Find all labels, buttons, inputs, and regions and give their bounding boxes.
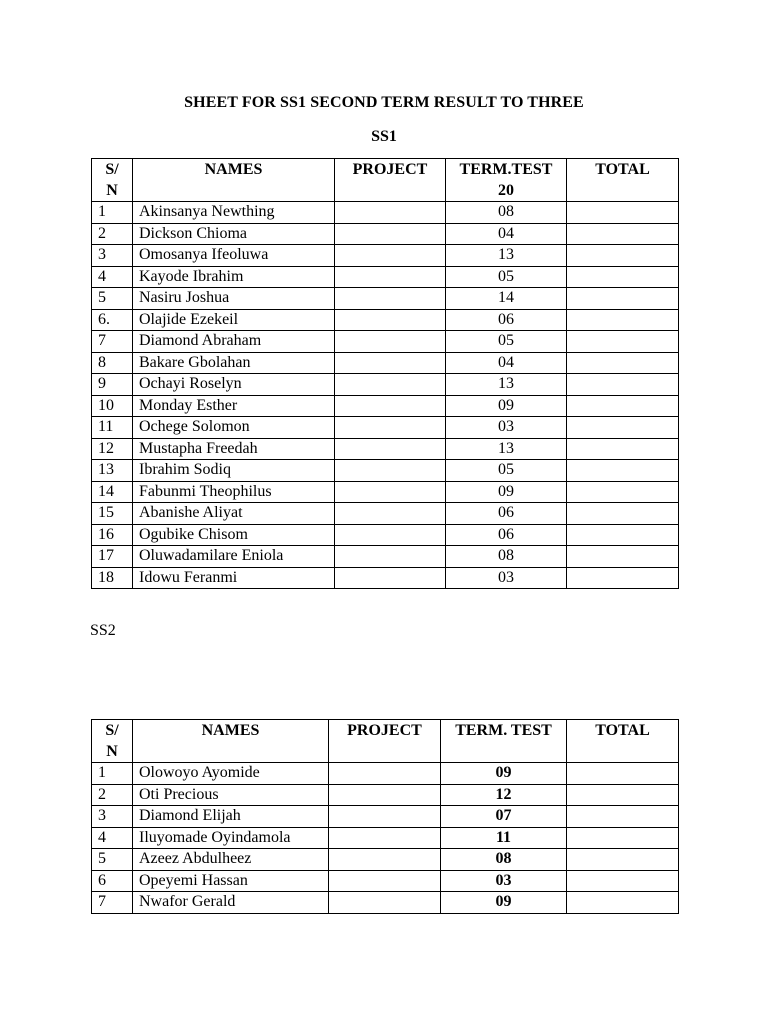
term-test-score-cell: 08 — [446, 546, 567, 568]
total-score-cell — [567, 892, 679, 914]
term-test-score-cell: 07 — [441, 806, 567, 828]
names-header: NAMES — [133, 720, 329, 763]
class-label-ss2: SS2 — [90, 622, 116, 639]
project-score-cell — [335, 309, 446, 331]
table-row — [92, 546, 679, 568]
total-score-cell — [567, 438, 679, 460]
project-score-cell — [335, 223, 446, 245]
project-score-cell — [335, 266, 446, 288]
total-score-cell — [567, 827, 679, 849]
serial-number-cell: 8 — [92, 352, 133, 374]
project-header: PROJECT — [329, 720, 441, 763]
total-score-cell — [567, 481, 679, 503]
serial-number-cell: 7 — [92, 892, 133, 914]
table-row — [92, 374, 679, 396]
names-header: NAMES — [133, 159, 335, 202]
table-row — [92, 223, 679, 245]
student-name-cell: Diamond Elijah — [133, 806, 329, 828]
results-table-ss2 — [91, 719, 679, 914]
serial-number-cell: 3 — [92, 806, 133, 828]
serial-number-cell: 9 — [92, 374, 133, 396]
term-test-header — [446, 159, 567, 202]
table-row — [92, 245, 679, 267]
student-name-cell: Omosanya Ifeoluwa — [133, 245, 335, 267]
project-score-cell — [329, 806, 441, 828]
project-score-cell — [335, 524, 446, 546]
serial-number-cell: 10 — [92, 395, 133, 417]
project-score-cell — [335, 245, 446, 267]
project-score-cell — [335, 288, 446, 310]
sn-header-line2: N — [106, 182, 118, 199]
results-table-ss1-body — [92, 202, 679, 589]
table-row — [92, 763, 679, 785]
term-test-header: TERM. TEST — [441, 720, 567, 763]
project-score-cell — [335, 374, 446, 396]
student-name-cell: Ochege Solomon — [133, 417, 335, 439]
project-score-cell — [335, 481, 446, 503]
serial-number-cell: 14 — [92, 481, 133, 503]
student-name-cell: Akinsanya Newthing — [133, 202, 335, 224]
total-score-cell — [567, 784, 679, 806]
term-test-score-cell: 06 — [446, 309, 567, 331]
total-score-cell — [567, 460, 679, 482]
total-score-cell — [567, 245, 679, 267]
serial-number-cell: 7 — [92, 331, 133, 353]
project-score-cell — [329, 870, 441, 892]
term-test-score-cell: 04 — [446, 352, 567, 374]
term-test-score-cell: 13 — [446, 245, 567, 267]
serial-number-cell: 5 — [92, 849, 133, 871]
term-test-score-cell: 13 — [446, 438, 567, 460]
student-name-cell: Idowu Feranmi — [133, 567, 335, 589]
term-test-score-cell: 06 — [446, 524, 567, 546]
total-score-cell — [567, 309, 679, 331]
table-row — [92, 567, 679, 589]
serial-number-cell: 6. — [92, 309, 133, 331]
total-score-cell — [567, 352, 679, 374]
total-score-cell — [567, 503, 679, 525]
total-score-cell — [567, 567, 679, 589]
term-test-header-line2: 20 — [498, 182, 514, 199]
total-score-cell — [567, 417, 679, 439]
term-test-score-cell: 05 — [446, 266, 567, 288]
serial-number-cell: 1 — [92, 202, 133, 224]
table-row — [92, 503, 679, 525]
term-test-score-cell: 03 — [446, 417, 567, 439]
table-row — [92, 417, 679, 439]
term-test-score-cell: 08 — [446, 202, 567, 224]
table-row — [92, 870, 679, 892]
table-row — [92, 460, 679, 482]
student-name-cell: Oluwadamilare Eniola — [133, 546, 335, 568]
student-name-cell: Bakare Gbolahan — [133, 352, 335, 374]
serial-number-cell: 17 — [92, 546, 133, 568]
sn-header-line1: S/ — [105, 722, 119, 739]
term-test-score-cell: 09 — [446, 395, 567, 417]
serial-number-cell: 13 — [92, 460, 133, 482]
term-test-score-cell: 05 — [446, 460, 567, 482]
table-row — [92, 202, 679, 224]
table-row — [92, 266, 679, 288]
term-test-score-cell: 14 — [446, 288, 567, 310]
total-score-cell — [567, 546, 679, 568]
document-title: SHEET FOR SS1 SECOND TERM RESULT TO THREE — [184, 94, 584, 111]
serial-number-cell: 2 — [92, 784, 133, 806]
total-score-cell — [567, 288, 679, 310]
project-score-cell — [335, 567, 446, 589]
project-score-cell — [335, 438, 446, 460]
term-test-score-cell: 09 — [441, 763, 567, 785]
sn-header — [92, 159, 133, 202]
table-row — [92, 524, 679, 546]
table-row — [92, 827, 679, 849]
project-score-cell — [329, 849, 441, 871]
student-name-cell: Olowoyo Ayomide — [133, 763, 329, 785]
serial-number-cell: 4 — [92, 827, 133, 849]
serial-number-cell: 12 — [92, 438, 133, 460]
table-row — [92, 331, 679, 353]
project-score-cell — [335, 417, 446, 439]
sn-header — [92, 720, 133, 763]
student-name-cell: Monday Esther — [133, 395, 335, 417]
table-row — [92, 481, 679, 503]
project-score-cell — [329, 892, 441, 914]
project-score-cell — [335, 331, 446, 353]
project-score-cell — [335, 352, 446, 374]
total-header: TOTAL — [567, 159, 679, 202]
serial-number-cell: 5 — [92, 288, 133, 310]
serial-number-cell: 6 — [92, 870, 133, 892]
total-score-cell — [567, 763, 679, 785]
student-name-cell: Iluyomade Oyindamola — [133, 827, 329, 849]
total-score-cell — [567, 202, 679, 224]
table-row — [92, 309, 679, 331]
project-score-cell — [329, 827, 441, 849]
term-test-score-cell: 11 — [441, 827, 567, 849]
serial-number-cell: 4 — [92, 266, 133, 288]
table-row — [92, 395, 679, 417]
table-row — [92, 784, 679, 806]
project-score-cell — [335, 460, 446, 482]
sn-header-line2: N — [106, 743, 118, 760]
total-score-cell — [567, 374, 679, 396]
project-score-cell — [329, 784, 441, 806]
serial-number-cell: 18 — [92, 567, 133, 589]
project-score-cell — [335, 202, 446, 224]
student-name-cell: Diamond Abraham — [133, 331, 335, 353]
term-test-score-cell: 12 — [441, 784, 567, 806]
student-name-cell: Nwafor Gerald — [133, 892, 329, 914]
term-test-score-cell: 09 — [446, 481, 567, 503]
sn-header-line1: S/ — [105, 161, 119, 178]
table-row — [92, 849, 679, 871]
table-row — [92, 438, 679, 460]
project-score-cell — [329, 763, 441, 785]
student-name-cell: Abanishe Aliyat — [133, 503, 335, 525]
results-table-ss1 — [91, 158, 679, 589]
project-score-cell — [335, 546, 446, 568]
total-score-cell — [567, 395, 679, 417]
student-name-cell: Dickson Chioma — [133, 223, 335, 245]
project-score-cell — [335, 503, 446, 525]
total-score-cell — [567, 524, 679, 546]
student-name-cell: Ochayi Roselyn — [133, 374, 335, 396]
term-test-score-cell: 03 — [446, 567, 567, 589]
total-score-cell — [567, 223, 679, 245]
serial-number-cell: 2 — [92, 223, 133, 245]
class-subtitle-ss1: SS1 — [371, 128, 397, 145]
term-test-score-cell: 09 — [441, 892, 567, 914]
table-row — [92, 352, 679, 374]
term-test-header-line1: TERM.TEST — [459, 161, 553, 178]
student-name-cell: Ibrahim Sodiq — [133, 460, 335, 482]
student-name-cell: Oti Precious — [133, 784, 329, 806]
student-name-cell: Opeyemi Hassan — [133, 870, 329, 892]
student-name-cell: Kayode Ibrahim — [133, 266, 335, 288]
project-score-cell — [335, 395, 446, 417]
serial-number-cell: 15 — [92, 503, 133, 525]
table-row — [92, 288, 679, 310]
serial-number-cell: 1 — [92, 763, 133, 785]
total-score-cell — [567, 870, 679, 892]
total-score-cell — [567, 806, 679, 828]
term-test-score-cell: 05 — [446, 331, 567, 353]
term-test-score-cell: 04 — [446, 223, 567, 245]
project-header: PROJECT — [335, 159, 446, 202]
student-name-cell: Fabunmi Theophilus — [133, 481, 335, 503]
term-test-score-cell: 13 — [446, 374, 567, 396]
term-test-score-cell: 06 — [446, 503, 567, 525]
total-header: TOTAL — [567, 720, 679, 763]
table-row — [92, 892, 679, 914]
student-name-cell: Ogubike Chisom — [133, 524, 335, 546]
student-name-cell: Olajide Ezekeil — [133, 309, 335, 331]
term-test-score-cell: 08 — [441, 849, 567, 871]
student-name-cell: Mustapha Freedah — [133, 438, 335, 460]
total-score-cell — [567, 266, 679, 288]
student-name-cell: Azeez Abdulheez — [133, 849, 329, 871]
serial-number-cell: 11 — [92, 417, 133, 439]
student-name-cell: Nasiru Joshua — [133, 288, 335, 310]
table-row — [92, 806, 679, 828]
results-table-ss2-body — [92, 763, 679, 914]
serial-number-cell: 3 — [92, 245, 133, 267]
serial-number-cell: 16 — [92, 524, 133, 546]
total-score-cell — [567, 849, 679, 871]
term-test-score-cell: 03 — [441, 870, 567, 892]
total-score-cell — [567, 331, 679, 353]
